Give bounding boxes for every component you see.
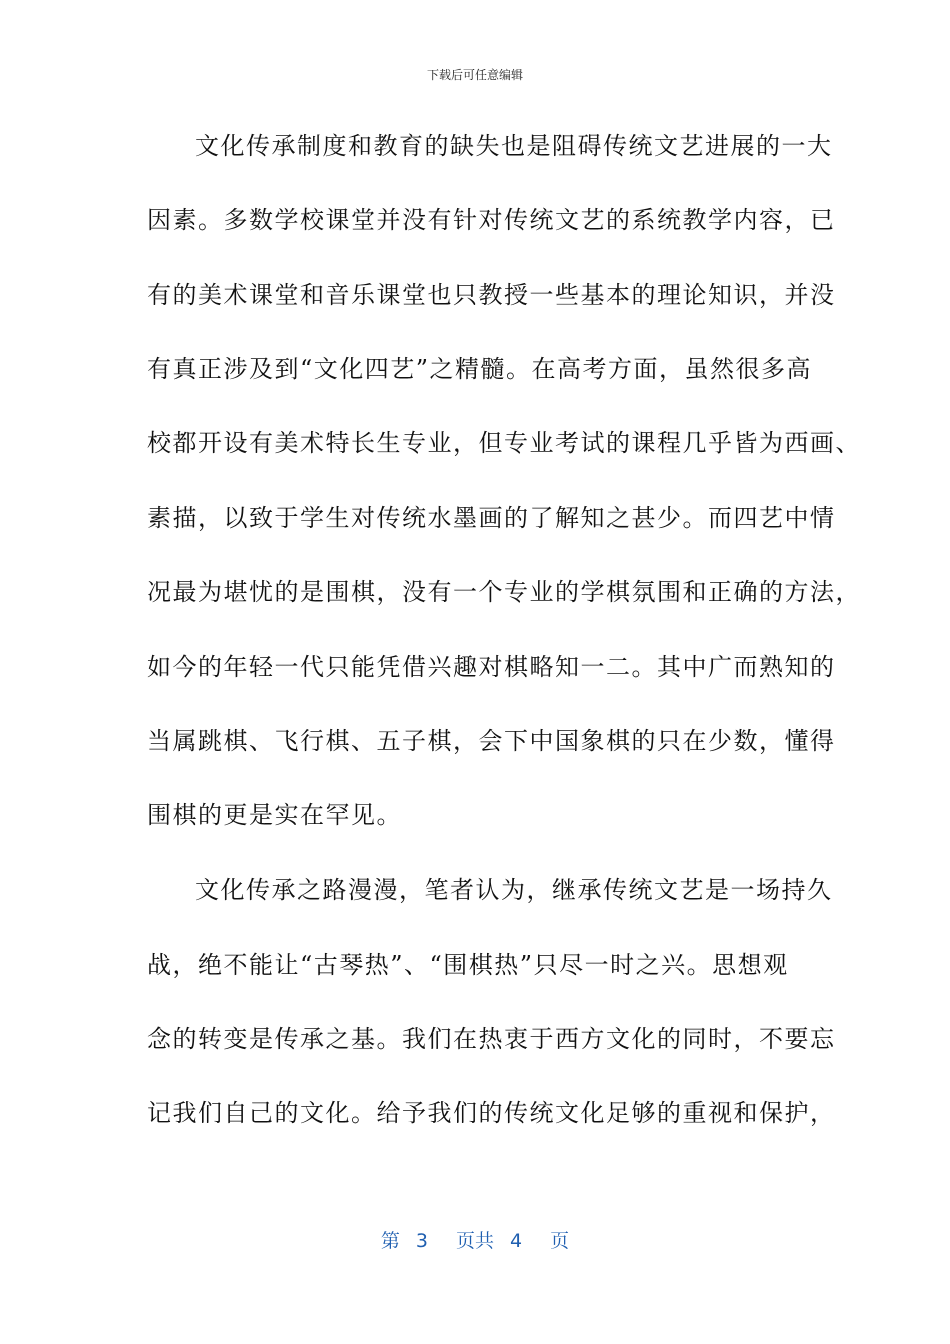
footer-middle: 页共 [455, 1230, 494, 1252]
paragraph-1-line-8: 如今的年轻一代只能凭借兴趣对棋略知一二。其中广而熟知的 [147, 653, 836, 681]
paragraph-1-line-5: 校都开设有美术特长生专业，但专业考试的课程几乎皆为西画、 [147, 429, 861, 457]
footer-current-page: 3 [415, 1230, 428, 1252]
header-note: 下载后可任意编辑 [426, 68, 523, 82]
footer-prefix: 第 [380, 1230, 400, 1252]
paragraph-1-line-2: 因素。多数学校课堂并没有针对传统文艺的系统教学内容，已 [147, 206, 836, 234]
paragraph-2-line-2: 战，绝不能让“古琴热”、“围棋热”只尽一时之兴。思想观 [147, 951, 789, 979]
paragraph-1-line-4: 有真正涉及到“文化四艺”之精髓。在高考方面，虽然很多高 [147, 355, 813, 383]
paragraph-1-line-6: 素描，以致于学生对传统水墨画的了解知之甚少。而四艺中情 [147, 504, 836, 532]
paragraph-1-line-7: 况最为堪忧的是围棋，没有一个专业的学棋氛围和正确的方法， [147, 578, 861, 606]
paragraph-1-line-9: 当属跳棋、飞行棋、五子棋，会下中国象棋的只在少数，懂得 [147, 727, 836, 755]
paragraph-1-line-3: 有的美术课堂和音乐课堂也只教授一些基本的理论知识，并没 [147, 281, 836, 309]
page-footer [0, 1226, 950, 1253]
footer-total-pages: 4 [510, 1230, 523, 1252]
footer-suffix: 页 [550, 1230, 570, 1252]
paragraph-1-line-1: 文化传承制度和教育的缺失也是阻碍传统文艺进展的一大 [195, 132, 833, 160]
paragraph-2-line-1: 文化传承之路漫漫，笔者认为，继承传统文艺是一场持久 [195, 876, 833, 904]
paragraph-2-line-4: 记我们自己的文化。给予我们的传统文化足够的重视和保护， [147, 1099, 836, 1127]
paragraph-2-line-3: 念的转变是传承之基。我们在热衷于西方文化的同时，不要忘 [147, 1025, 836, 1053]
paragraph-1-line-10: 围棋的更是实在罕见。 [147, 801, 402, 829]
